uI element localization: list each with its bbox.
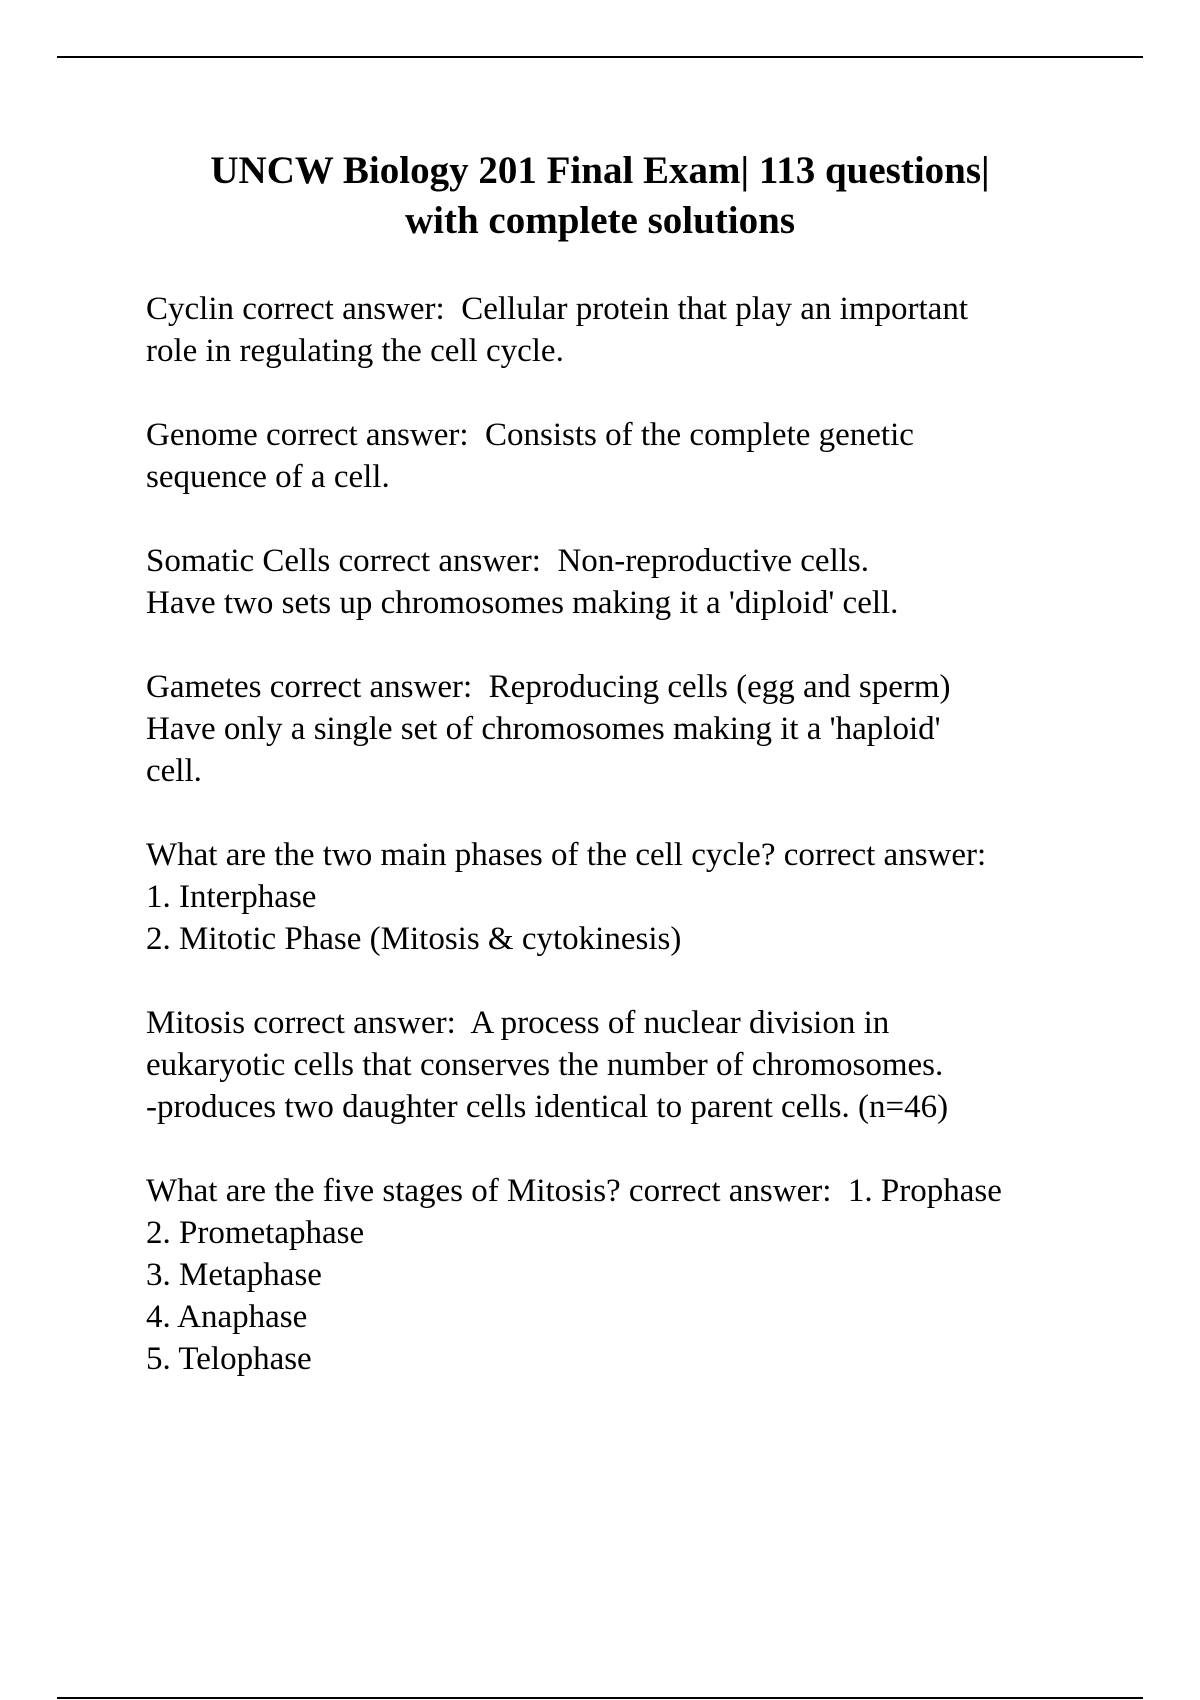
text-line: Somatic Cells correct answer: Non-reproductive cells. <box>146 543 870 579</box>
qa-list <box>146 288 1146 1422</box>
text-line: 3. Metaphase <box>146 1257 322 1293</box>
text-line: What are the two main phases of the cell cycle? correct answer: <box>146 837 987 873</box>
qa-entry-mitosis-stages <box>146 1170 1146 1380</box>
text-line: eukaryotic cells that conserves the number of chromosomes. <box>146 1047 944 1083</box>
title-line-1: UNCW Biology 201 Final Exam| 113 questions| <box>210 149 990 192</box>
text-line: 2. Prometaphase <box>146 1215 365 1251</box>
text-line: 5. Telophase <box>146 1341 312 1377</box>
text-line: Mitosis correct answer: A process of nuclear division in <box>146 1005 890 1041</box>
qa-entry-genome <box>146 414 1146 498</box>
title-line-2: with complete solutions <box>405 199 795 242</box>
qa-entry-somatic-cells <box>146 540 1146 624</box>
top-rule <box>57 56 1143 58</box>
qa-entry-cell-cycle-phases <box>146 834 1146 960</box>
qa-entry-gametes <box>146 666 1146 792</box>
text-line: What are the five stages of Mitosis? correct answer: 1. Prophase <box>146 1173 1002 1209</box>
text-line: 2. Mitotic Phase (Mitosis & cytokinesis) <box>146 921 682 957</box>
text-line: Cyclin correct answer: Cellular protein that play an important <box>146 291 968 327</box>
qa-entry-mitosis <box>146 1002 1146 1128</box>
bottom-rule <box>57 1697 1143 1699</box>
text-line: -produces two daughter cells identical to parent cells. (n=46) <box>146 1089 949 1125</box>
text-line: Gametes correct answer: Reproducing cells (egg and sperm) <box>146 669 951 705</box>
text-line: cell. <box>146 753 202 789</box>
text-line: 4. Anaphase <box>146 1299 308 1335</box>
page-title <box>100 146 1100 246</box>
text-line: Have two sets up chromosomes making it a 'diploid' cell. <box>146 585 899 621</box>
text-line: role in regulating the cell cycle. <box>146 333 564 369</box>
text-line: Have only a single set of chromosomes making it a 'haploid' <box>146 711 941 747</box>
qa-entry-cyclin <box>146 288 1146 372</box>
text-line: Genome correct answer: Consists of the complete genetic <box>146 417 914 453</box>
text-line: sequence of a cell. <box>146 459 390 495</box>
text-line: 1. Interphase <box>146 879 317 915</box>
